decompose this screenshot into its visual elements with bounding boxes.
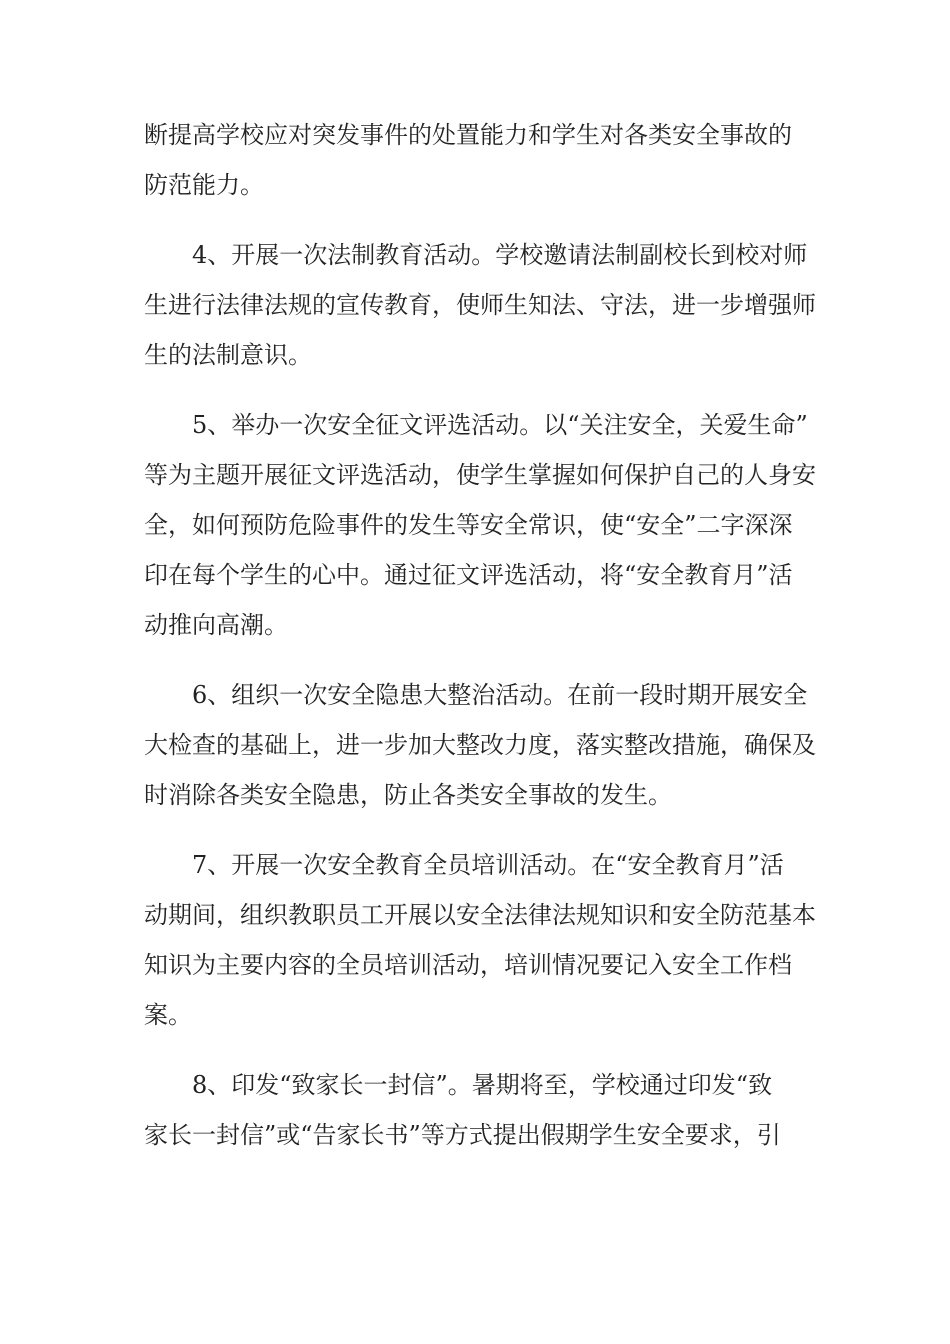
text-line: 4、开展一次法制教育活动。学校邀请法制副校长到校对师 (192, 241, 808, 269)
text-line: 生进行法律法规的宣传教育，使师生知法、守法，进一步增强师 (144, 291, 816, 319)
text-line: 7、开展一次安全教育全员培训活动。在“安全教育月”活 (192, 851, 784, 879)
text-line: 动推向高潮。 (144, 611, 288, 639)
text-line: 5、举办一次安全征文评选活动。以“关注安全，关爱生命” (192, 411, 808, 439)
text-line: 6、组织一次安全隐患大整治活动。在前一段时期开展安全 (192, 681, 808, 709)
text-line: 时消除各类安全隐患，防止各类安全事故的发生。 (144, 781, 672, 809)
text-line: 8、印发“致家长一封信”。暑期将至，学校通过印发“致 (192, 1071, 773, 1099)
paragraph-p8 (144, 1060, 809, 1160)
text-line: 防范能力。 (144, 171, 264, 199)
text-line: 家长一封信”或“告家长书”等方式提出假期学生安全要求，引 (144, 1121, 781, 1149)
text-line: 知识为主要内容的全员培训活动，培训情况要记入安全工作档 (144, 951, 792, 979)
text-line: 断提高学校应对突发事件的处置能力和学生对各类安全事故的 (144, 121, 792, 149)
text-line: 动期间，组织教职员工开展以安全法律法规知识和安全防范基本 (144, 901, 816, 929)
text-line: 大检查的基础上，进一步加大整改力度，落实整改措施，确保及 (144, 731, 816, 759)
paragraph-p4 (144, 230, 816, 380)
document-body (144, 110, 816, 1180)
text-line: 印在每个学生的心中。通过征文评选活动，将“安全教育月”活 (144, 561, 793, 589)
text-line: 案。 (144, 1001, 192, 1029)
paragraph-p5 (144, 400, 816, 650)
paragraph-p6 (144, 670, 816, 820)
text-line: 生的法制意识。 (144, 341, 312, 369)
text-line: 全，如何预防危险事件的发生等安全常识，使“安全”二字深深 (144, 511, 793, 539)
paragraph-p0 (144, 110, 809, 210)
text-line: 等为主题开展征文评选活动，使学生掌握如何保护自己的人身安 (144, 461, 816, 489)
paragraph-p7 (144, 840, 816, 1040)
